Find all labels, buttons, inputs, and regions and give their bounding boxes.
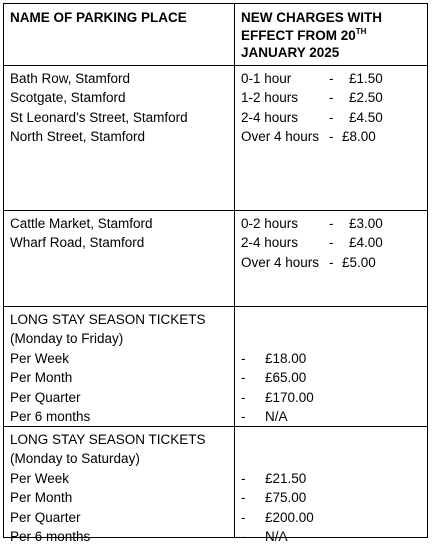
rate-dash: - [329,254,334,270]
place-name: Scotgate, Stamford [10,90,126,106]
rate-dash: - [329,129,334,145]
season-price: £200.00 [265,509,314,525]
rate-price: £1.50 [349,71,383,86]
season1-prices [235,307,427,426]
header-new-charges [235,4,427,65]
header-col2-line2: EFFECT FROM 20TH [241,26,367,43]
season-period: Per Quarter [10,509,81,525]
season-dash: - [241,528,246,544]
rate-duration: 0-1 hour [241,71,292,86]
rate-duration: Over 4 hours [241,254,320,270]
group2-places [4,211,234,306]
season-price: £170.00 [265,389,314,405]
rate-duration: Over 4 hours [241,129,320,145]
rate-line [241,127,427,146]
parking-charges-table [3,3,428,544]
season-price: N/A [265,528,288,544]
rate-line [241,69,427,88]
group2-rates [235,211,427,306]
header-row [4,4,427,66]
season1-labels [4,307,234,426]
rate-line [241,233,427,252]
season-price-line [241,469,427,488]
season-price: £21.50 [265,470,307,486]
season-price: £75.00 [265,490,307,506]
season-period: Per Quarter [10,389,81,405]
season-dash: - [241,470,246,486]
rate-line [241,108,427,127]
group1-rates [235,66,427,210]
header-superscript: TH [355,26,367,36]
season-subtitle: (Monday to Saturday) [10,451,140,467]
place-name: North Street, Stamford [10,129,146,145]
rate-line [241,88,427,107]
rate-line [241,214,427,233]
season-dash: - [241,370,246,386]
rate-price: £8.00 [342,129,376,145]
season-dash: - [241,490,246,506]
season-mon-fri-row [4,307,427,427]
season-price-line [241,508,427,527]
season-period: Per Month [10,370,73,386]
header-parking-place [4,4,234,65]
season-period: Per Week [10,350,70,366]
season2-labels [4,427,234,544]
rate-dash: - [329,71,334,86]
season-period: Per Month [10,490,73,506]
season-title: LONG STAY SEASON TICKETS [10,432,206,447]
rate-price: £4.00 [349,235,383,251]
season-price-line [241,488,427,507]
season-price: £18.00 [265,350,307,366]
season-dash: - [241,350,246,366]
season-mon-sat-row [4,427,427,544]
season-title: LONG STAY SEASON TICKETS [10,312,206,327]
place-name: St Leonard’s Street, Stamford [10,109,188,125]
place-name: Cattle Market, Stamford [10,216,153,231]
season-period: Per Week [10,470,70,486]
season-price-line [241,527,427,546]
group1-row [4,66,427,211]
header-col2-line3: JANUARY 2025 [241,45,340,60]
place-name: Bath Row, Stamford [10,71,131,86]
season-price: N/A [265,408,288,424]
season-dash: - [241,509,246,525]
season-price-line [241,349,427,368]
rate-dash: - [329,90,334,106]
rate-line [241,253,427,272]
rate-dash: - [329,235,334,251]
rate-price: £5.00 [342,254,376,270]
season-dash: - [241,408,246,424]
season-dash: - [241,389,246,405]
place-name: Wharf Road, Stamford [10,235,145,251]
season-subtitle: (Monday to Friday) [10,331,124,347]
season-price: £65.00 [265,370,307,386]
group1-places [4,66,234,210]
header-col1-text: NAME OF PARKING PLACE [10,10,187,25]
rate-duration: 1-2 hours [241,90,299,106]
season-period: Per 6 months [10,408,91,424]
season-price-line [241,407,427,426]
rate-dash: - [329,216,334,231]
rate-price: £2.50 [349,90,383,106]
rate-duration: 2-4 hours [241,109,299,125]
season-period: Per 6 months [10,528,91,544]
header-col2-line1: NEW CHARGES WITH [241,10,382,25]
rate-dash: - [329,109,334,125]
rate-duration: 2-4 hours [241,235,299,251]
rate-price: £4.50 [349,109,383,125]
group2-row [4,211,427,307]
rate-duration: 0-2 hours [241,216,299,231]
season-price-line [241,388,427,407]
rate-price: £3.00 [349,216,383,231]
season-price-line [241,368,427,387]
season2-prices [235,427,427,544]
